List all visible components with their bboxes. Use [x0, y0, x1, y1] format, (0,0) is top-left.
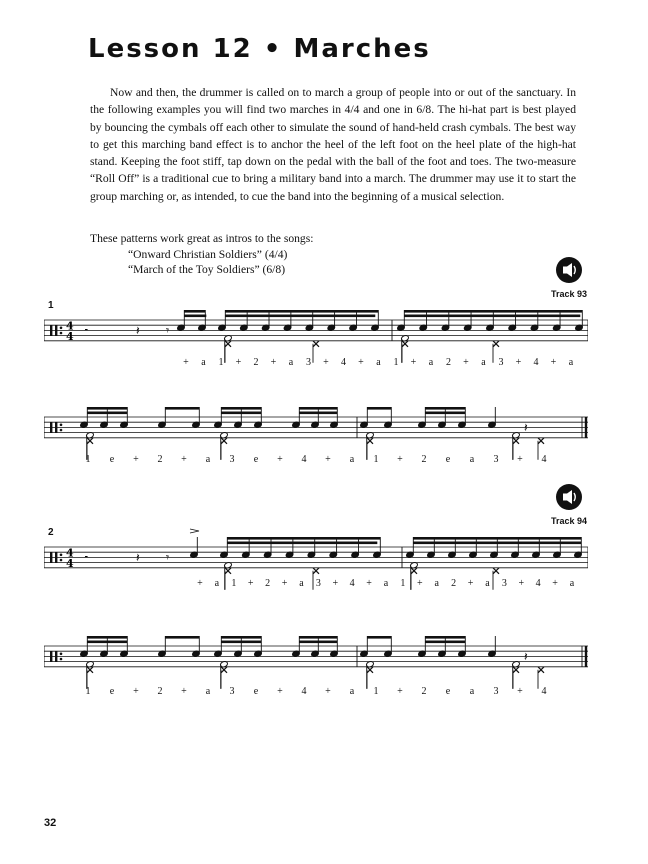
count-label: 2 — [253, 357, 259, 368]
hihat-x-note — [538, 667, 544, 673]
note-beam — [184, 310, 205, 313]
lesson-paragraph: Now and then, the drummer is called on to march a group of people into or out of the sanctuary. In the following examples you will find two marches in 4/4 and one in 6/8. The hi-hat part is best played by bouncing the cymbals off each other to simulate the sound of hand-held crash cymbals. The best way to get this marching band effect is to anchor the heel of the left foot on the heel plate of the high-hat stand. Keeping the foot stiff, tap down on the pedal with the ball of the foot and toes. The two-measure “Roll Off” is a traditional cue to bring a military band into a march. The drummer may use it to start the group marching or, as intended, to cue the band into the beginning of a musical selection. — [90, 86, 576, 203]
staff-svg — [44, 626, 588, 716]
note-beam — [404, 310, 582, 313]
count-label: 3 — [498, 357, 504, 368]
count-row — [0, 686, 648, 698]
count-label: 3 — [306, 357, 311, 368]
count-label: + — [325, 686, 331, 697]
count-label: + — [366, 578, 372, 589]
note-beam — [425, 636, 465, 639]
count-label: 4 — [341, 357, 346, 368]
count-label: + — [515, 357, 522, 368]
count-label: a — [469, 686, 475, 697]
count-row — [0, 578, 648, 590]
hihat-x-note — [513, 667, 519, 673]
count-row — [0, 454, 648, 466]
repeat-dot — [60, 424, 63, 427]
rest: 𝄼 — [84, 550, 89, 565]
rest: 𝄽 — [136, 323, 140, 338]
count-label: + — [517, 454, 523, 465]
rest: 𝄽 — [524, 649, 528, 664]
count-label: 4 — [533, 357, 539, 368]
count-label: a — [299, 578, 304, 589]
count-label: a — [481, 357, 486, 368]
lesson-title: Lesson 12 • Marches — [88, 34, 431, 64]
count-label: + — [277, 686, 283, 697]
count-label: + — [552, 578, 558, 589]
time-signature-bottom: 4 — [66, 329, 74, 343]
repeat-dot — [60, 559, 63, 562]
hihat-x-note — [367, 438, 373, 444]
note-beam — [221, 641, 261, 644]
count-label: + — [416, 578, 423, 589]
note-beam — [221, 412, 261, 415]
staff-svg — [44, 527, 588, 617]
count-label: 2 — [446, 357, 451, 368]
count-label: + — [463, 357, 469, 368]
count-label: a — [201, 357, 206, 368]
count-label: 1 — [85, 454, 91, 465]
count-label: + — [247, 578, 254, 589]
note-beam — [299, 636, 337, 639]
rest: 𝄾 — [166, 323, 170, 338]
track-94-badge[interactable] — [551, 483, 587, 526]
repeat-dot — [60, 327, 63, 330]
rest: 𝄼 — [84, 323, 89, 338]
drum-staff — [44, 626, 588, 736]
hihat-x-note — [225, 341, 231, 347]
patterns-intro: These patterns work great as intros to the songs: — [90, 232, 314, 245]
drum-staff — [44, 397, 588, 507]
note-beam — [87, 641, 127, 644]
song-title: “Onward Christian Soldiers” (4/4) — [128, 247, 288, 261]
hihat-x-note — [402, 341, 408, 347]
hihat-x-note — [538, 438, 544, 444]
count-label: 2 — [421, 686, 427, 697]
hihat-x-note — [221, 667, 227, 673]
note-beam — [404, 315, 580, 318]
hihat-x-note — [87, 438, 93, 444]
note-beam — [367, 636, 391, 639]
rest: 𝄽 — [524, 420, 528, 435]
hihat-x-note — [225, 568, 231, 574]
count-label: + — [325, 454, 331, 465]
count-label: 2 — [421, 454, 427, 465]
note-beam — [425, 407, 465, 410]
note-beam — [299, 407, 337, 410]
count-label: a — [205, 686, 211, 697]
count-label: 4 — [301, 686, 307, 697]
track-label: Track 94 — [551, 516, 588, 526]
count-label: + — [197, 578, 203, 589]
count-label: a — [434, 578, 439, 589]
note-beam — [225, 310, 378, 313]
percussion-clef — [50, 422, 52, 432]
count-label: 2 — [451, 578, 457, 589]
count-label: 3 — [493, 686, 499, 697]
repeat-dot — [60, 658, 63, 661]
note-beam — [227, 542, 377, 545]
repeat-dot — [60, 653, 63, 656]
count-label: a — [569, 578, 575, 589]
note-beam — [425, 641, 465, 644]
count-label: a — [205, 454, 211, 465]
hihat-x-note — [493, 568, 499, 574]
note-beam — [87, 407, 127, 410]
count-label: a — [349, 686, 355, 697]
patterns-block — [90, 231, 313, 278]
note-beam — [184, 315, 206, 318]
audio-track-icon — [555, 256, 583, 284]
hihat-x-note — [221, 438, 227, 444]
count-label: 2 — [157, 686, 163, 697]
accent-mark — [190, 529, 199, 533]
count-row — [0, 357, 648, 369]
count-label: 4 — [301, 454, 307, 465]
count-label: e — [253, 454, 259, 465]
example-number: 2 — [48, 527, 54, 538]
count-label: 4 — [535, 578, 541, 589]
count-label: a — [428, 357, 434, 368]
note-beam — [299, 412, 337, 415]
page-number: 32 — [44, 817, 57, 829]
count-label: 3 — [229, 686, 235, 697]
count-label: 1 — [393, 357, 399, 368]
count-label: 4 — [349, 578, 355, 589]
count-label: a — [485, 578, 490, 589]
note-beam — [425, 412, 465, 415]
time-signature-top: 4 — [66, 546, 74, 560]
count-label: + — [518, 578, 525, 589]
count-label: + — [133, 454, 139, 465]
staff-svg — [44, 300, 588, 390]
count-label: + — [181, 454, 187, 465]
audio-track-icon — [555, 483, 583, 511]
count-label: + — [281, 578, 288, 589]
count-label: 1 — [218, 357, 224, 368]
percussion-clef — [55, 651, 57, 661]
count-label: + — [133, 686, 139, 697]
count-label: + — [550, 357, 557, 368]
note-beam — [367, 407, 391, 410]
hihat-x-note — [367, 667, 373, 673]
example-number: 1 — [48, 300, 54, 311]
count-label: a — [214, 578, 220, 589]
hihat-x-note — [493, 341, 499, 347]
drum-staff — [44, 300, 588, 410]
track-93-badge[interactable] — [551, 256, 587, 299]
count-label: e — [445, 454, 451, 465]
percussion-clef — [55, 422, 57, 432]
count-label: 1 — [400, 578, 406, 589]
time-signature-bottom: 4 — [66, 556, 74, 570]
track-label: Track 93 — [551, 289, 588, 299]
count-label: e — [445, 686, 451, 697]
note-beam — [299, 641, 337, 644]
note-beam — [221, 636, 261, 639]
count-label: 4 — [541, 686, 547, 697]
note-beam — [227, 537, 380, 540]
count-label: 1 — [373, 686, 379, 697]
note-beam — [413, 542, 581, 545]
count-label: 4 — [541, 454, 547, 465]
count-label: + — [181, 686, 187, 697]
percussion-clef — [50, 325, 52, 335]
count-label: e — [253, 686, 259, 697]
count-label: + — [467, 578, 474, 589]
count-label: + — [517, 686, 523, 697]
hihat-x-note — [513, 438, 519, 444]
note-beam — [165, 636, 199, 639]
rest: 𝄽 — [136, 550, 140, 565]
percussion-clef — [55, 325, 57, 335]
repeat-dot — [60, 332, 63, 335]
hihat-x-note — [411, 568, 417, 574]
hihat-x-note — [313, 568, 319, 574]
note-beam — [87, 412, 127, 415]
repeat-dot — [60, 554, 63, 557]
note-beam — [225, 315, 375, 318]
staff-svg — [44, 397, 588, 487]
note-beam — [221, 407, 261, 410]
count-label: + — [397, 686, 403, 697]
count-label: 1 — [373, 454, 379, 465]
count-label: 3 — [229, 454, 235, 465]
note-beam — [87, 636, 127, 639]
count-label: + — [270, 357, 277, 368]
count-label: + — [410, 357, 417, 368]
count-label: 3 — [493, 454, 499, 465]
count-label: 3 — [501, 578, 507, 589]
count-label: + — [397, 454, 403, 465]
time-signature-top: 4 — [66, 319, 74, 333]
hihat-x-note — [87, 667, 93, 673]
repeat-dot — [60, 429, 63, 432]
count-label: a — [469, 454, 475, 465]
count-label: a — [568, 357, 574, 368]
hihat-x-note — [313, 341, 319, 347]
count-label: e — [109, 686, 115, 697]
count-label: a — [376, 357, 381, 368]
count-label: + — [183, 357, 189, 368]
count-label: 1 — [85, 686, 91, 697]
count-label: 2 — [157, 454, 163, 465]
count-label: e — [109, 454, 115, 465]
count-label: + — [277, 454, 283, 465]
count-label: 3 — [315, 578, 321, 589]
count-label: 2 — [265, 578, 271, 589]
count-label: 1 — [231, 578, 237, 589]
count-label: + — [358, 357, 364, 368]
count-label: a — [383, 578, 389, 589]
song-title: “March of the Toy Soldiers” (6/8) — [128, 263, 286, 276]
count-label: a — [288, 357, 294, 368]
count-label: + — [235, 357, 242, 368]
count-label: + — [323, 357, 329, 368]
percussion-clef — [50, 552, 52, 562]
count-label: a — [349, 454, 355, 465]
percussion-clef — [50, 651, 52, 661]
percussion-clef — [55, 552, 57, 562]
count-label: + — [332, 578, 339, 589]
rest: 𝄾 — [166, 550, 170, 565]
note-beam — [165, 407, 199, 410]
note-beam — [413, 537, 581, 540]
